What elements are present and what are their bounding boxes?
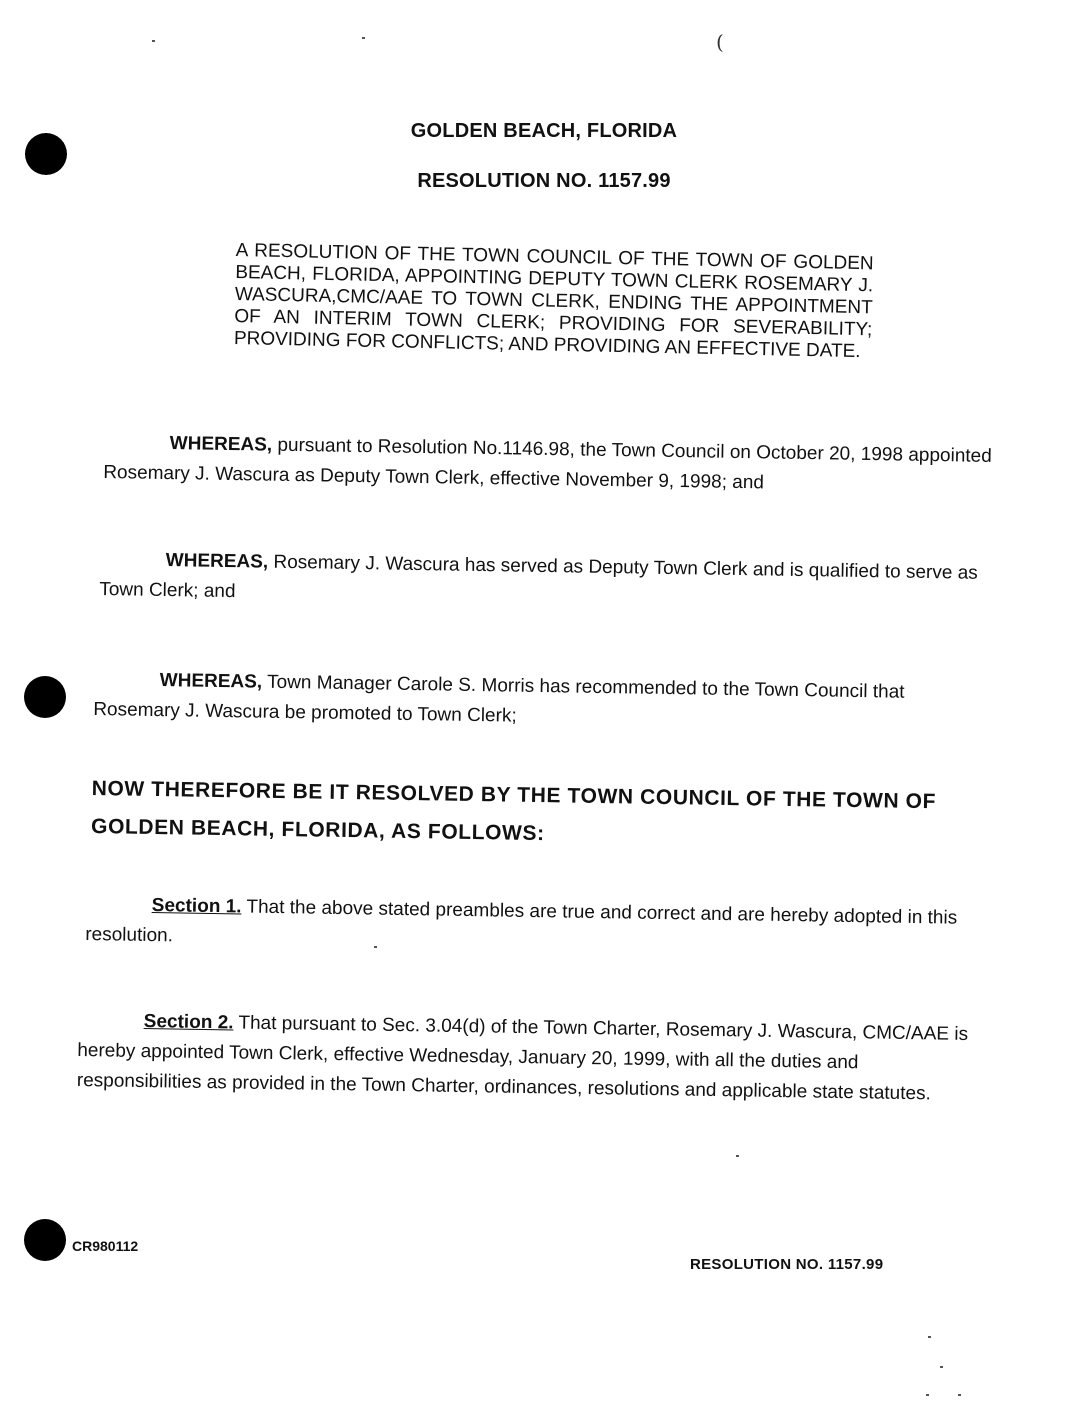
whereas-text: Rosemary J. Wascura has served as Deputy Town Clerk and is qualified to serve as Town Clerk; and (99, 551, 978, 603)
resolved-clause: NOW THEREFORE BE IT RESOLVED BY THE TOWN COUNCIL OF THE TOWN OF GOLDEN BEACH, FLORIDA, AS FOLLOWS: (90, 776, 937, 846)
scan-speck (958, 1394, 961, 1396)
scan-speck (736, 1155, 739, 1157)
section-label: Section 2. (143, 1011, 234, 1034)
section-text: That pursuant to Sec. 3.04(d) of the Town Charter, Rosemary J. Wascura, CMC/AAE is hereby appointed Town Clerk, effective Wednesday, January 20, 1999, with all the duties and responsibilities as provided in the Town Charter, ordinances, resolutions and applicable state statutes. (76, 1012, 969, 1105)
resolution-number-title: RESOLUTION NO. 1157.99 (417, 170, 671, 192)
section-label: Section 1. (151, 895, 242, 918)
whereas-lead: WHEREAS, (159, 670, 263, 693)
whereas-text: pursuant to Resolution No.1146.98, the Town Council on October 20, 1998 appointed Rosemary J. Wascura as Deputy Town Clerk, effective November 9, 1998; and (103, 434, 992, 494)
whereas-text: Town Manager Carole S. Morris has recommended to the Town Council that Rosemary J. Wascura be promoted to Town Clerk; (93, 671, 905, 727)
scan-speck (926, 1394, 929, 1396)
section-2 (77, 1006, 976, 1110)
section-text: That the above stated preambles are true and correct and are hereby adopted in this resolution. (85, 896, 958, 947)
scan-speck (362, 37, 365, 39)
whereas-lead: WHEREAS, (169, 433, 273, 456)
whereas-lead: WHEREAS, (165, 550, 269, 573)
section-1 (85, 890, 982, 964)
punch-hole-middle (24, 676, 66, 718)
document-code: CR980112 (72, 1238, 139, 1254)
stray-mark: ( (716, 30, 724, 54)
whereas-clause-2 (99, 545, 995, 619)
scan-speck (928, 1336, 931, 1338)
resolution-caption: A RESOLUTION OF THE TOWN COUNCIL OF THE TOWN OF GOLDEN BEACH, FLORIDA, APPOINTING DEPUTY TOWN CLERK ROSEMARY J. WASCURA,CMC/AAE TO TOWN CLERK, ENDING THE APPOINTMENT OF AN INTERIM TOWN CLERK; PROVIDING FOR SEVERABILITY; PROVIDING FOR CONFLICTS; AND PROVIDING AN EFFECTIVE DATE. (233, 240, 874, 363)
footer-resolution-number: RESOLUTION NO. 1157.99 (690, 1256, 884, 1273)
scan-speck (152, 40, 155, 42)
whereas-clause-1 (103, 428, 999, 502)
punch-hole-bottom (24, 1219, 66, 1261)
municipality-title: GOLDEN BEACH, FLORIDA (410, 120, 678, 142)
whereas-clause-3 (93, 665, 992, 739)
scan-speck (940, 1366, 943, 1368)
